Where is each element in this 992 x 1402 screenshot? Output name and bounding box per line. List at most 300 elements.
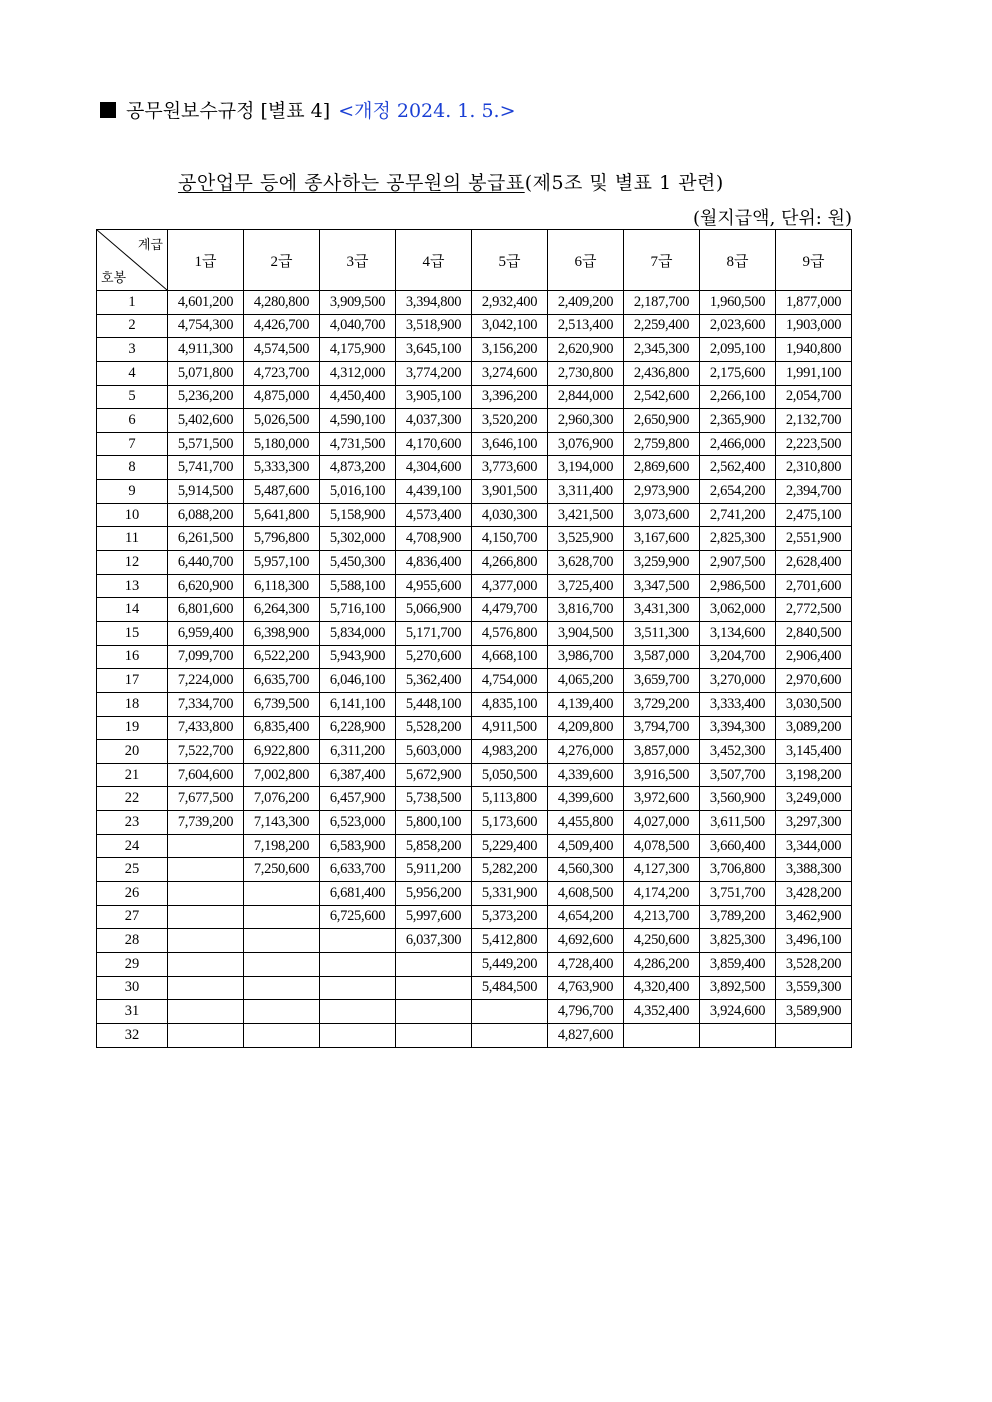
salary-cell: 3,089,200: [776, 716, 852, 740]
salary-cell: 5,171,700: [396, 621, 472, 645]
step-cell: 21: [97, 763, 168, 787]
salary-cell: 3,659,700: [624, 669, 700, 693]
step-cell: 1: [97, 291, 168, 315]
salary-cell: 5,026,500: [244, 409, 320, 433]
grade-header: 2급: [244, 230, 320, 291]
salary-cell: 3,729,200: [624, 692, 700, 716]
salary-cell: 5,016,100: [320, 480, 396, 504]
salary-cell: 6,118,300: [244, 574, 320, 598]
salary-cell: [168, 1000, 244, 1024]
salary-cell: [244, 976, 320, 1000]
salary-cell: 3,062,000: [700, 598, 776, 622]
salary-cell: 5,956,200: [396, 882, 472, 906]
table-row: [97, 314, 852, 338]
salary-cell: 5,229,400: [472, 834, 548, 858]
salary-cell: 6,633,700: [320, 858, 396, 882]
grade-header: 5급: [472, 230, 548, 291]
salary-cell: 5,362,400: [396, 669, 472, 693]
grade-header: 3급: [320, 230, 396, 291]
table-row: [97, 480, 852, 504]
salary-cell: 2,562,400: [700, 456, 776, 480]
step-cell: 14: [97, 598, 168, 622]
salary-cell: 4,030,300: [472, 503, 548, 527]
salary-cell: 3,528,200: [776, 952, 852, 976]
salary-cell: 3,428,200: [776, 882, 852, 906]
salary-cell: 4,573,400: [396, 503, 472, 527]
salary-cell: 5,943,900: [320, 645, 396, 669]
salary-cell: [472, 1023, 548, 1047]
salary-cell: 4,574,500: [244, 338, 320, 362]
salary-cell: 2,259,400: [624, 314, 700, 338]
salary-cell: 5,911,200: [396, 858, 472, 882]
salary-cell: 2,542,600: [624, 385, 700, 409]
table-row: [97, 669, 852, 693]
step-cell: 15: [97, 621, 168, 645]
salary-cell: 4,723,700: [244, 361, 320, 385]
salary-cell: 4,209,800: [548, 716, 624, 740]
salary-cell: 4,911,500: [472, 716, 548, 740]
table-header-row: [97, 230, 852, 291]
step-cell: 16: [97, 645, 168, 669]
salary-cell: 3,270,000: [700, 669, 776, 693]
salary-cell: 3,274,600: [472, 361, 548, 385]
salary-cell: 2,741,200: [700, 503, 776, 527]
salary-cell: 4,911,300: [168, 338, 244, 362]
step-cell: 24: [97, 834, 168, 858]
salary-cell: 3,452,300: [700, 740, 776, 764]
salary-cell: 3,030,500: [776, 692, 852, 716]
grade-header: 6급: [548, 230, 624, 291]
salary-cell: 3,916,500: [624, 763, 700, 787]
salary-cell: 6,922,800: [244, 740, 320, 764]
table-row: [97, 692, 852, 716]
table-row: [97, 338, 852, 362]
salary-cell: 5,914,500: [168, 480, 244, 504]
salary-cell: 2,551,900: [776, 527, 852, 551]
salary-cell: 7,522,700: [168, 740, 244, 764]
step-cell: 32: [97, 1023, 168, 1047]
salary-cell: [472, 1000, 548, 1024]
step-cell: 31: [97, 1000, 168, 1024]
salary-cell: 6,635,700: [244, 669, 320, 693]
salary-cell: 3,134,600: [700, 621, 776, 645]
salary-cell: 2,730,800: [548, 361, 624, 385]
salary-cell: 5,603,000: [396, 740, 472, 764]
corner-grade-label: 계급: [137, 237, 163, 252]
table-row: [97, 763, 852, 787]
salary-cell: 4,078,500: [624, 834, 700, 858]
salary-cell: 7,198,200: [244, 834, 320, 858]
salary-cell: 4,450,400: [320, 385, 396, 409]
salary-cell: 4,983,200: [472, 740, 548, 764]
salary-cell: 2,907,500: [700, 551, 776, 575]
salary-cell: 5,449,200: [472, 952, 548, 976]
salary-cell: 4,040,700: [320, 314, 396, 338]
salary-cell: 3,646,100: [472, 432, 548, 456]
salary-cell: 2,840,500: [776, 621, 852, 645]
salary-cell: [168, 976, 244, 1000]
table-row: [97, 432, 852, 456]
table-row: [97, 858, 852, 882]
salary-cell: 3,347,500: [624, 574, 700, 598]
salary-cell: [396, 1000, 472, 1024]
table-row: [97, 787, 852, 811]
salary-cell: 7,604,600: [168, 763, 244, 787]
salary-cell: 4,608,500: [548, 882, 624, 906]
step-cell: 11: [97, 527, 168, 551]
salary-cell: 6,037,300: [396, 929, 472, 953]
salary-cell: [168, 905, 244, 929]
salary-cell: 3,394,800: [396, 291, 472, 315]
revision-note: <개정 2024. 1. 5.>: [338, 100, 516, 122]
salary-cell: 6,523,000: [320, 811, 396, 835]
salary-cell: 4,692,600: [548, 929, 624, 953]
salary-cell: 5,066,900: [396, 598, 472, 622]
salary-cell: 5,588,100: [320, 574, 396, 598]
salary-cell: 5,571,500: [168, 432, 244, 456]
salary-cell: 3,156,200: [472, 338, 548, 362]
table-row: [97, 740, 852, 764]
square-bullet-icon: [100, 102, 116, 118]
salary-cell: 5,858,200: [396, 834, 472, 858]
salary-cell: [776, 1023, 852, 1047]
salary-cell: 7,076,200: [244, 787, 320, 811]
salary-cell: 3,204,700: [700, 645, 776, 669]
salary-cell: 5,333,300: [244, 456, 320, 480]
salary-cell: 2,628,400: [776, 551, 852, 575]
salary-cell: 4,280,800: [244, 291, 320, 315]
salary-cell: 1,991,100: [776, 361, 852, 385]
salary-cell: 2,475,100: [776, 503, 852, 527]
salary-cell: 5,113,800: [472, 787, 548, 811]
salary-cell: 2,466,000: [700, 432, 776, 456]
salary-cell: [320, 976, 396, 1000]
salary-cell: [244, 1023, 320, 1047]
salary-cell: 3,311,400: [548, 480, 624, 504]
salary-cell: 3,396,200: [472, 385, 548, 409]
step-cell: 22: [97, 787, 168, 811]
salary-cell: 3,773,600: [472, 456, 548, 480]
table-row: [97, 716, 852, 740]
step-cell: 8: [97, 456, 168, 480]
salary-cell: 2,650,900: [624, 409, 700, 433]
step-cell: 20: [97, 740, 168, 764]
salary-cell: [320, 1023, 396, 1047]
salary-cell: 2,932,400: [472, 291, 548, 315]
salary-cell: 5,957,100: [244, 551, 320, 575]
salary-cell: 3,462,900: [776, 905, 852, 929]
salary-cell: 4,654,200: [548, 905, 624, 929]
salary-cell: 4,708,900: [396, 527, 472, 551]
salary-cell: [320, 952, 396, 976]
salary-cell: 1,960,500: [700, 291, 776, 315]
salary-cell: 6,046,100: [320, 669, 396, 693]
salary-cell: 3,909,500: [320, 291, 396, 315]
salary-cell: 4,509,400: [548, 834, 624, 858]
salary-cell: [168, 858, 244, 882]
step-cell: 12: [97, 551, 168, 575]
step-cell: 3: [97, 338, 168, 362]
salary-cell: 5,738,500: [396, 787, 472, 811]
salary-cell: 3,587,000: [624, 645, 700, 669]
salary-cell: 4,312,000: [320, 361, 396, 385]
salary-cell: 3,857,000: [624, 740, 700, 764]
salary-cell: 4,304,600: [396, 456, 472, 480]
salary-cell: 4,754,300: [168, 314, 244, 338]
step-cell: 9: [97, 480, 168, 504]
salary-cell: 3,825,300: [700, 929, 776, 953]
step-cell: 10: [97, 503, 168, 527]
salary-cell: 4,827,600: [548, 1023, 624, 1047]
table-row: [97, 574, 852, 598]
table-row: [97, 291, 852, 315]
salary-cell: 5,302,000: [320, 527, 396, 551]
salary-cell: [168, 1023, 244, 1047]
salary-cell: 2,175,600: [700, 361, 776, 385]
salary-cell: [168, 929, 244, 953]
salary-cell: 6,801,600: [168, 598, 244, 622]
salary-cell: 2,960,300: [548, 409, 624, 433]
salary-cell: 6,088,200: [168, 503, 244, 527]
unit-note: (월지급액, 단위: 원): [693, 208, 852, 229]
salary-cell: 3,431,300: [624, 598, 700, 622]
salary-cell: 5,487,600: [244, 480, 320, 504]
salary-cell: 7,739,200: [168, 811, 244, 835]
salary-cell: 7,677,500: [168, 787, 244, 811]
salary-cell: 5,373,200: [472, 905, 548, 929]
salary-cell: 3,859,400: [700, 952, 776, 976]
salary-cell: 4,439,100: [396, 480, 472, 504]
salary-cell: 3,789,200: [700, 905, 776, 929]
step-cell: 23: [97, 811, 168, 835]
salary-cell: 4,601,200: [168, 291, 244, 315]
table-row: [97, 621, 852, 645]
salary-cell: [168, 952, 244, 976]
salary-cell: 2,620,900: [548, 338, 624, 362]
salary-cell: 1,940,800: [776, 338, 852, 362]
salary-cell: 3,520,200: [472, 409, 548, 433]
regulation-name: 공무원보수규정 [별표 4]: [126, 100, 331, 122]
salary-cell: 3,076,900: [548, 432, 624, 456]
salary-cell: [244, 905, 320, 929]
step-cell: 19: [97, 716, 168, 740]
salary-cell: 3,388,300: [776, 858, 852, 882]
salary-cell: 2,844,000: [548, 385, 624, 409]
salary-cell: 4,276,000: [548, 740, 624, 764]
salary-cell: 2,825,300: [700, 527, 776, 551]
salary-cell: 2,772,500: [776, 598, 852, 622]
salary-cell: 3,904,500: [548, 621, 624, 645]
table-row: [97, 598, 852, 622]
salary-cell: 4,728,400: [548, 952, 624, 976]
salary-cell: 4,174,200: [624, 882, 700, 906]
salary-cell: [244, 882, 320, 906]
salary-cell: 7,224,000: [168, 669, 244, 693]
salary-cell: 4,399,600: [548, 787, 624, 811]
salary-cell: 6,457,900: [320, 787, 396, 811]
salary-cell: 4,560,300: [548, 858, 624, 882]
table-row: [97, 976, 852, 1000]
salary-cell: 4,170,600: [396, 432, 472, 456]
salary-cell: 5,050,500: [472, 763, 548, 787]
grade-header: 9급: [776, 230, 852, 291]
salary-cell: 4,320,400: [624, 976, 700, 1000]
salary-cell: [624, 1023, 700, 1047]
salary-cell: 2,132,700: [776, 409, 852, 433]
salary-cell: 2,310,800: [776, 456, 852, 480]
salary-cell: [244, 952, 320, 976]
title-main: 공안업무 등에 종사하는 공무원의 봉급표: [178, 172, 525, 194]
salary-cell: 2,513,400: [548, 314, 624, 338]
salary-cell: 6,387,400: [320, 763, 396, 787]
salary-cell: 5,270,600: [396, 645, 472, 669]
step-cell: 7: [97, 432, 168, 456]
salary-cell: 5,484,500: [472, 976, 548, 1000]
salary-cell: 6,725,600: [320, 905, 396, 929]
step-cell: 5: [97, 385, 168, 409]
salary-cell: 3,986,700: [548, 645, 624, 669]
salary-cell: 3,794,700: [624, 716, 700, 740]
salary-cell: 4,668,100: [472, 645, 548, 669]
salary-cell: 2,701,600: [776, 574, 852, 598]
salary-cell: [168, 834, 244, 858]
step-cell: 27: [97, 905, 168, 929]
salary-cell: 6,261,500: [168, 527, 244, 551]
salary-cell: 3,042,100: [472, 314, 548, 338]
salary-cell: 2,986,500: [700, 574, 776, 598]
salary-cell: 5,716,100: [320, 598, 396, 622]
salary-cell: 5,741,700: [168, 456, 244, 480]
salary-cell: 7,334,700: [168, 692, 244, 716]
salary-cell: 2,394,700: [776, 480, 852, 504]
salary-cell: 1,877,000: [776, 291, 852, 315]
salary-cell: 6,739,500: [244, 692, 320, 716]
salary-cell: [244, 1000, 320, 1024]
salary-cell: 4,576,800: [472, 621, 548, 645]
grade-header: 1급: [168, 230, 244, 291]
salary-cell: [396, 976, 472, 1000]
salary-cell: 2,187,700: [624, 291, 700, 315]
salary-cell: 4,139,400: [548, 692, 624, 716]
salary-cell: 3,660,400: [700, 834, 776, 858]
salary-cell: 3,751,700: [700, 882, 776, 906]
salary-cell: 2,095,100: [700, 338, 776, 362]
salary-cell: 5,528,200: [396, 716, 472, 740]
table-row: [97, 929, 852, 953]
salary-cell: 4,455,800: [548, 811, 624, 835]
step-cell: 2: [97, 314, 168, 338]
salary-cell: 3,194,000: [548, 456, 624, 480]
step-cell: 17: [97, 669, 168, 693]
salary-cell: 4,286,200: [624, 952, 700, 976]
step-cell: 30: [97, 976, 168, 1000]
step-cell: 4: [97, 361, 168, 385]
salary-cell: 3,344,000: [776, 834, 852, 858]
step-cell: 26: [97, 882, 168, 906]
salary-cell: 2,973,900: [624, 480, 700, 504]
salary-cell: 4,731,500: [320, 432, 396, 456]
salary-cell: 5,158,900: [320, 503, 396, 527]
salary-cell: 3,901,500: [472, 480, 548, 504]
salary-cell: 4,836,400: [396, 551, 472, 575]
salary-cell: 4,875,000: [244, 385, 320, 409]
salary-cell: 3,924,600: [700, 1000, 776, 1024]
salary-cell: 3,725,400: [548, 574, 624, 598]
table-row: [97, 1000, 852, 1024]
salary-cell: 4,796,700: [548, 1000, 624, 1024]
salary-cell: 3,560,900: [700, 787, 776, 811]
salary-cell: 6,228,900: [320, 716, 396, 740]
salary-cell: 6,522,200: [244, 645, 320, 669]
salary-cell: 4,763,900: [548, 976, 624, 1000]
salary-cell: 3,421,500: [548, 503, 624, 527]
salary-cell: [168, 882, 244, 906]
salary-cell: 3,628,700: [548, 551, 624, 575]
salary-cell: 3,816,700: [548, 598, 624, 622]
salary-cell: 3,511,300: [624, 621, 700, 645]
salary-cell: 6,398,900: [244, 621, 320, 645]
salary-cell: 4,352,400: [624, 1000, 700, 1024]
table-row: [97, 645, 852, 669]
salary-cell: 2,266,100: [700, 385, 776, 409]
salary-cell: 5,641,800: [244, 503, 320, 527]
table-row: [97, 811, 852, 835]
salary-cell: 3,198,200: [776, 763, 852, 787]
salary-cell: 2,345,300: [624, 338, 700, 362]
salary-cell: 3,496,100: [776, 929, 852, 953]
salary-cell: 4,065,200: [548, 669, 624, 693]
salary-cell: 5,834,000: [320, 621, 396, 645]
salary-cell: 4,479,700: [472, 598, 548, 622]
salary-cell: 3,507,700: [700, 763, 776, 787]
salary-cell: 3,645,100: [396, 338, 472, 362]
salary-cell: 4,250,600: [624, 929, 700, 953]
corner-step-label: 호봉: [101, 270, 127, 285]
salary-cell: 2,869,600: [624, 456, 700, 480]
regulation-header: [100, 96, 516, 123]
salary-cell: 3,589,900: [776, 1000, 852, 1024]
salary-cell: 5,173,600: [472, 811, 548, 835]
step-cell: 25: [97, 858, 168, 882]
salary-cell: 3,518,900: [396, 314, 472, 338]
salary-cell: 6,264,300: [244, 598, 320, 622]
salary-cell: 3,167,600: [624, 527, 700, 551]
salary-cell: 5,800,100: [396, 811, 472, 835]
salary-cell: 6,311,200: [320, 740, 396, 764]
salary-cell: 3,259,900: [624, 551, 700, 575]
salary-cell: 2,409,200: [548, 291, 624, 315]
salary-cell: 2,970,600: [776, 669, 852, 693]
page-title: [178, 168, 724, 195]
salary-cell: 3,972,600: [624, 787, 700, 811]
salary-cell: [320, 929, 396, 953]
salary-cell: 2,759,800: [624, 432, 700, 456]
step-cell: 29: [97, 952, 168, 976]
salary-cell: 4,213,700: [624, 905, 700, 929]
salary-cell: 1,903,000: [776, 314, 852, 338]
salary-cell: 5,236,200: [168, 385, 244, 409]
salary-cell: 4,150,700: [472, 527, 548, 551]
salary-cell: 7,002,800: [244, 763, 320, 787]
title-reference: (제5조 및 별표 1 관련): [524, 172, 724, 194]
step-cell: 28: [97, 929, 168, 953]
salary-cell: 5,071,800: [168, 361, 244, 385]
table-row: [97, 1023, 852, 1047]
salary-cell: 6,583,900: [320, 834, 396, 858]
table-row: [97, 385, 852, 409]
salary-cell: [700, 1023, 776, 1047]
salary-cell: 3,611,500: [700, 811, 776, 835]
